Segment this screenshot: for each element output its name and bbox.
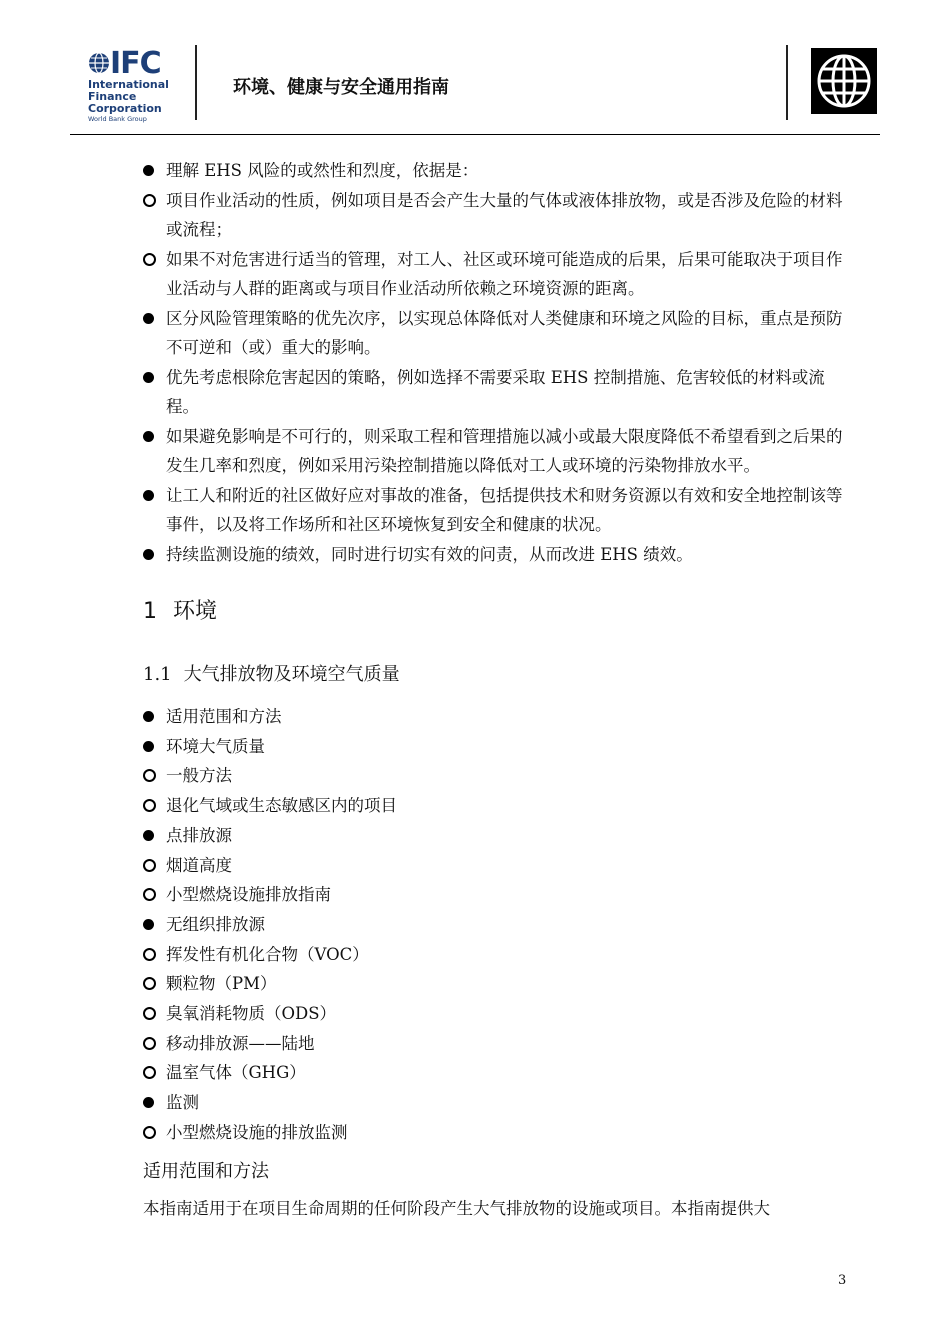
list-item xyxy=(143,761,848,791)
hollow-bullet-icon xyxy=(143,1066,156,1079)
list-item-text: 烟道高度 xyxy=(166,855,232,875)
filled-bullet-icon xyxy=(143,741,154,752)
list-item xyxy=(143,851,848,881)
filled-bullet-icon xyxy=(143,711,154,722)
hollow-bullet-icon xyxy=(143,888,156,901)
list-item-text: 环境大气质量 xyxy=(166,736,265,756)
hollow-bullet-icon xyxy=(143,253,156,266)
list-item-text: 一般方法 xyxy=(166,766,232,786)
list-item-text: 小型燃烧设施排放指南 xyxy=(166,885,331,905)
page-content xyxy=(143,156,848,1223)
list-item-text: 点排放源 xyxy=(166,825,232,845)
ifc-logo-wordmark: IFC xyxy=(110,46,161,81)
header-divider-right xyxy=(786,45,788,120)
list-item xyxy=(143,969,848,999)
list-item-text: 让工人和附近的社区做好应对事故的准备，包括提供技术和财务资源以有效和安全地控制该等事件，以及将工作场所和社区环境恢复到安全和健康的状况。 xyxy=(166,485,843,534)
section-title: 环境 xyxy=(173,599,218,624)
header-divider-left xyxy=(195,45,197,120)
list-item xyxy=(143,156,848,186)
list-item-text: 区分风险管理策略的优先次序，以实现总体降低对人类健康和环境之风险的目标，重点是预防不可逆和（或）重大的影响。 xyxy=(166,308,843,357)
ifc-globe-icon xyxy=(88,52,110,74)
list-item-text: 退化气域或生态敏感区内的项目 xyxy=(166,796,397,816)
list-item xyxy=(143,732,848,762)
page-header xyxy=(0,0,950,136)
contents-bullet-list xyxy=(143,702,848,1148)
filled-bullet-icon xyxy=(143,1097,154,1108)
list-item-text: 如果不对危害进行适当的管理，对工人、社区或环境可能造成的后果，后果可能取决于项目作业活动与人群的距离或与项目作业活动所依赖之环境资源的距离。 xyxy=(166,249,843,298)
subsection-title: 大气排放物及环境空气质量 xyxy=(183,664,400,685)
list-item xyxy=(143,186,848,245)
filled-bullet-icon xyxy=(143,165,154,176)
list-item xyxy=(143,910,848,940)
section-heading-1 xyxy=(143,597,848,627)
list-item-text: 颗粒物（PM） xyxy=(166,974,277,994)
list-item-text: 项目作业活动的性质，例如项目是否会产生大量的气体或液体排放物，或是否涉及危险的材料或流程； xyxy=(166,190,843,239)
list-item-text: 监测 xyxy=(166,1093,199,1113)
intro-bullet-list xyxy=(143,156,848,569)
hollow-bullet-icon xyxy=(143,799,156,812)
list-item-text: 挥发性有机化合物（VOC） xyxy=(166,944,369,964)
hollow-bullet-icon xyxy=(143,194,156,207)
ifc-logo-line1: International xyxy=(88,78,169,91)
list-item xyxy=(143,940,848,970)
list-item-text: 持续监测设施的绩效，同时进行切实有效的问责，从而改进 EHS 绩效。 xyxy=(166,544,693,564)
list-item xyxy=(143,880,848,910)
minor-heading: 适用范围和方法 xyxy=(143,1160,269,1182)
list-item-text: 无组织排放源 xyxy=(166,914,265,934)
list-item xyxy=(143,702,848,732)
list-item-text: 优先考虑根除危害起因的策略，例如选择不需要采取 EHS 控制措施、危害较低的材料或流程。 xyxy=(166,367,825,416)
list-item-text: 如果避免影响是不可行的，则采取工程和管理措施以减小或最大限度降低不希望看到之后果的发生几率和烈度，例如采用污染控制措施以降低对工人或环境的污染物排放水平。 xyxy=(166,426,843,475)
list-item xyxy=(143,1029,848,1059)
ifc-logo-line2: Finance xyxy=(88,90,137,103)
hollow-bullet-icon xyxy=(143,769,156,782)
list-item xyxy=(143,481,848,540)
list-item xyxy=(143,1088,848,1118)
hollow-bullet-icon xyxy=(143,1126,156,1139)
filled-bullet-icon xyxy=(143,549,154,560)
list-item-text: 适用范围和方法 xyxy=(166,707,282,726)
filled-bullet-icon xyxy=(143,490,154,501)
ifc-logo xyxy=(88,48,188,128)
list-item-text: 小型燃烧设施的排放监测 xyxy=(166,1122,348,1142)
list-item-text: 理解 EHS 风险的或然性和烈度，依据是： xyxy=(166,161,479,180)
list-item-text: 温室气体（GHG） xyxy=(166,1063,306,1083)
world-bank-globe-icon xyxy=(811,48,877,114)
list-item xyxy=(143,999,848,1029)
hollow-bullet-icon xyxy=(143,1037,156,1050)
hollow-bullet-icon xyxy=(143,977,156,990)
list-item xyxy=(143,791,848,821)
list-item xyxy=(143,540,848,570)
filled-bullet-icon xyxy=(143,372,154,383)
list-item xyxy=(143,245,848,304)
page-number: 3 xyxy=(838,1273,847,1288)
header-title: 环境、健康与安全通用指南 xyxy=(233,77,449,98)
list-item xyxy=(143,363,848,422)
list-item xyxy=(143,1058,848,1088)
body-paragraph: 本指南适用于在项目生命周期的任何阶段产生大气排放物的设施或项目。本指南提供大 xyxy=(143,1198,770,1218)
list-item-text: 移动排放源——陆地 xyxy=(166,1033,315,1053)
ifc-logo-line3: Corporation xyxy=(88,102,162,115)
header-rule xyxy=(70,134,880,135)
hollow-bullet-icon xyxy=(143,1007,156,1020)
filled-bullet-icon xyxy=(143,431,154,442)
subsection-heading-1-1 xyxy=(143,661,848,689)
list-item xyxy=(143,1118,848,1148)
filled-bullet-icon xyxy=(143,313,154,324)
list-item xyxy=(143,304,848,363)
filled-bullet-icon xyxy=(143,919,154,930)
hollow-bullet-icon xyxy=(143,859,156,872)
list-item-text: 臭氧消耗物质（ODS） xyxy=(166,1004,337,1024)
list-item xyxy=(143,422,848,481)
ifc-logo-line4: World Bank Group xyxy=(88,115,147,123)
subsection-number: 1.1 xyxy=(143,664,172,685)
section-number: 1 xyxy=(143,599,157,624)
list-item xyxy=(143,821,848,851)
hollow-bullet-icon xyxy=(143,948,156,961)
world-bank-logo xyxy=(811,48,877,114)
filled-bullet-icon xyxy=(143,830,154,841)
